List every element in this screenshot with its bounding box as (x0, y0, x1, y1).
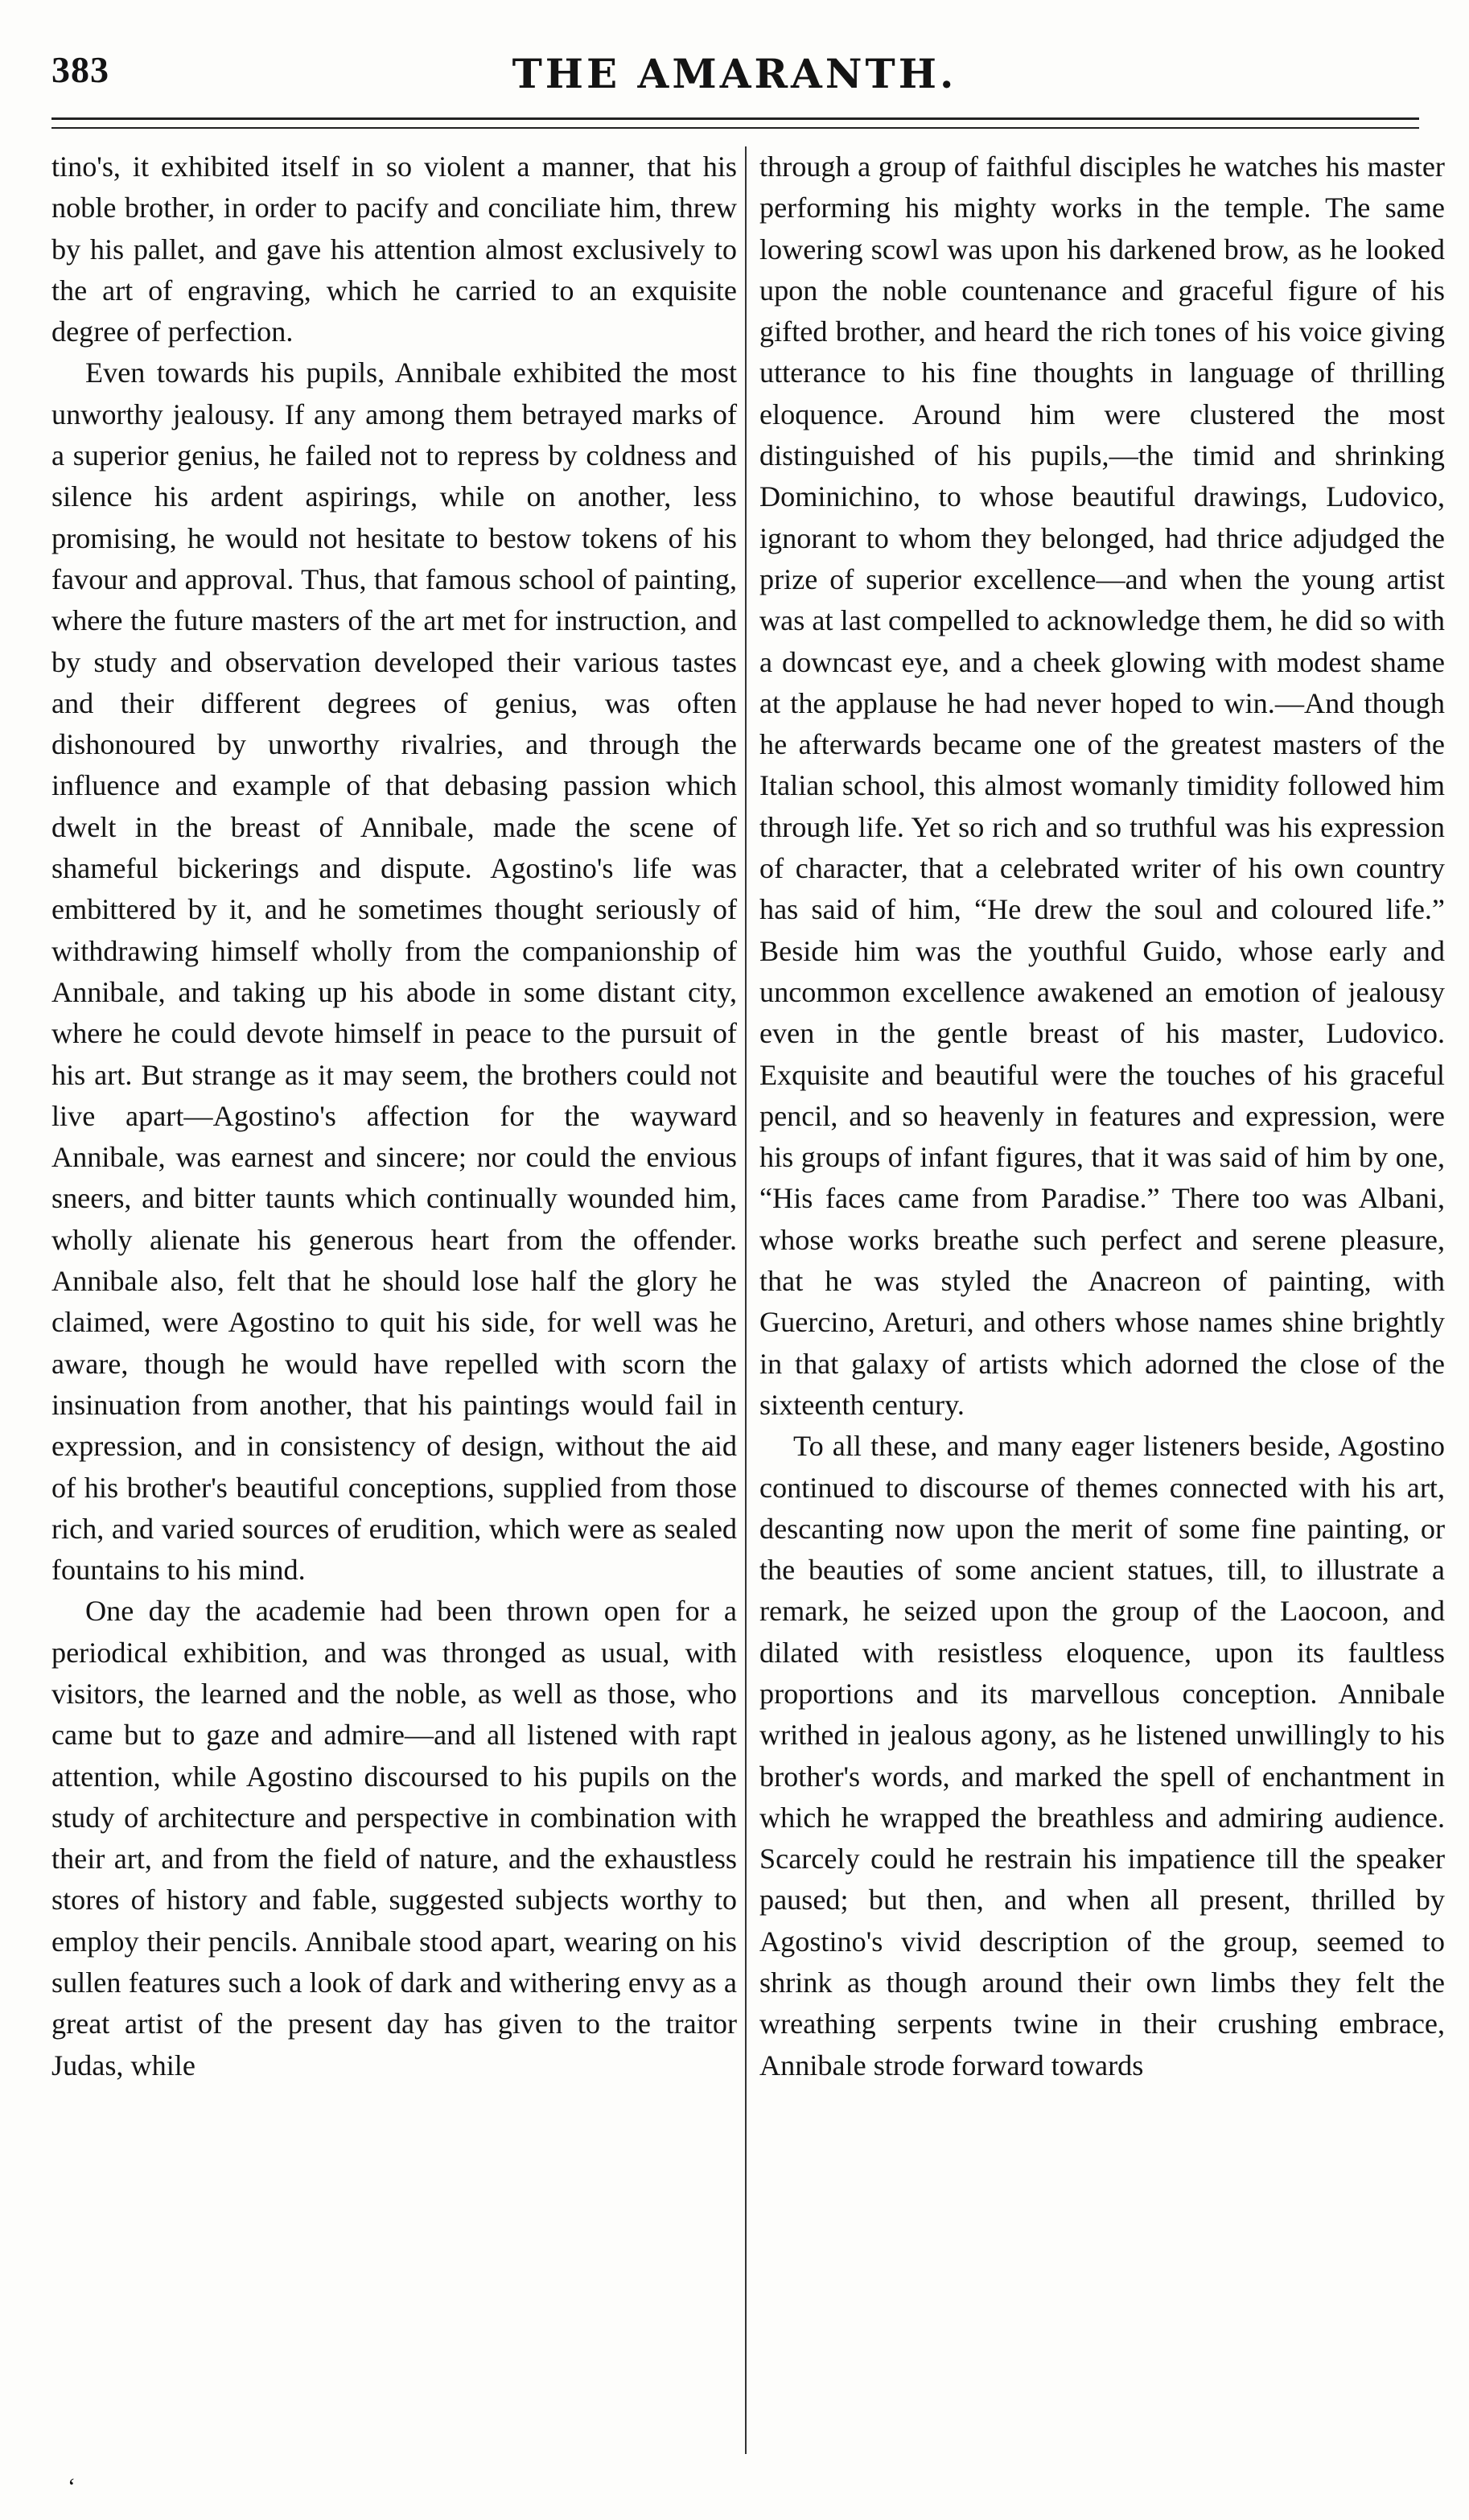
stray-mark: ‘ (68, 2473, 76, 2500)
page-number: 383 (51, 49, 109, 90)
column-divider (745, 146, 747, 2454)
left-paragraph-3: One day the academie had been thrown open for a periodical exhibition, and was thronged as usual, with visitors, the learned and the noble, as well as those, who came but to gaze and admire—and all listened with rapt attention, while Agostino discoursed to his pupils on the study of architecture and perspective in combination with their art, and from the field of nature, and the exhaustless stores of history and fable, suggested subjects worthy to employ their pencils. Annibale stood apart, wearing on his sullen features such a look of dark and withering envy as a great artist of the present day has given to the traitor Judas, while (51, 1595, 737, 2081)
left-paragraph-2: Even towards his pupils, Annibale exhibited the most unworthy jealousy. If any among them betrayed marks of a superior genius, he failed not to repress by coldness and silence his ardent aspirings, while on another, less promising, he would not hesitate to bestow tokens of his favour and approval. Thus, that famous school of painting, where the future masters of the art met for instruction, and by study and observation developed their various tastes and their different degrees of genius, was often dishonoured by unworthy rivalries, and through the influence and example of that debasing passion which dwelt in the breast of Annibale, made the scene of shameful bickerings and dispute. Agostino's life was embittered by it, and he sometimes thought seriously of withdrawing himself wholly from the companionship of Annibale, and taking up his abode in some distant city, where he could devote himself in peace to the pursuit of his art. But strange as it may seem, the brothers could not live apart—Agostino's affection for the wayward Annibale, was earnest and sincere; nor could the envious sneers, and bitter taunts which continually wounded him, wholly alienate his generous heart from the offender. Annibale also, felt that he should lose half the glory he claimed, were Agostino to quit his side, for well was he aware, though he would have repelled with scorn the insinuation from another, that his paintings would fail in expression, and in consistency of design, without the aid of his brother's beautiful conceptions, supplied from those rich, and varied sources of erudition, which were as sealed fountains to his mind. (51, 356, 737, 1587)
running-title: THE AMARANTH. (512, 50, 957, 97)
header-rule-bottom (51, 127, 1419, 129)
right-paragraph-1: through a group of faithful disciples he watches his master performing his mighty works in the temple. The same lowering scowl was upon his darkened brow, as he looked upon the noble countenance and graceful figure of his gifted brother, and heard the rich tones of his voice giving utterance to his fine thoughts in language of thrilling eloquence. Around him were clustered the most distinguished of his pupils,—the timid and shrinking Dominichino, to whose beautiful drawings, Ludovico, ignorant to whom they belonged, had thrice adjudged the prize of superior excellence—and when the young artist was at last compelled to acknowledge them, he did so with a downcast eye, and a cheek glowing with modest shame at the applause he had never hoped to win.—And though he afterwards became one of the greatest masters of the Italian school, this almost womanly timidity followed him through life. Yet so rich and so truthful was his expression of character, that a celebrated writer of his own country has said of him, “He drew the soul and coloured life.” Beside him was the youthful Guido, whose early and uncommon excellence awakened an emotion of jealousy even in the gentle breast of his master, Ludovico. Exquisite and beautiful were the touches of his graceful pencil, and so heavenly in features and expression, were his groups of infant figures, that it was said of him by one, “His faces came from Paradise.” There too was Albani, whose works breathe such perfect and serene pleasure, that he was styled the Anacreon of painting, with Guercino, Areturi, and others whose names shine brightly in that galaxy of artists which adorned the close of the sixteenth century. (759, 150, 1445, 1421)
left-column (51, 146, 737, 2086)
header-rule-top (51, 117, 1419, 120)
right-column (759, 146, 1445, 2086)
page-header (0, 0, 1469, 121)
left-paragraph-1: tino's, it exhibited itself in so violent a manner, that his noble brother, in order to pacify and conciliate him, threw by his pallet, and gave his attention almost exclusively to the art of engraving, which he carried to an exquisite degree of perfection. (51, 150, 737, 348)
right-paragraph-2: To all these, and many eager listeners beside, Agostino continued to discourse of themes connected with his art, descanting now upon the merit of some fine painting, or the beauties of some ancient statues, till, to illustrate a remark, he seized upon the group of the Laocoon, and dilated with resistless eloquence, upon its faultless proportions and its marvellous conception. Annibale writhed in jealous agony, as he listened unwillingly to his brother's words, and marked the spell of enchantment in which he wrapped the breathless and admiring audience. Scarcely could he restrain his impatience till the speaker paused; but then, and when all present, thrilled by Agostino's vivid description of the group, seemed to shrink as though around their own limbs they felt the wreathing serpents twine in their crushing embrace, Annibale strode forward towards (759, 1430, 1445, 2081)
